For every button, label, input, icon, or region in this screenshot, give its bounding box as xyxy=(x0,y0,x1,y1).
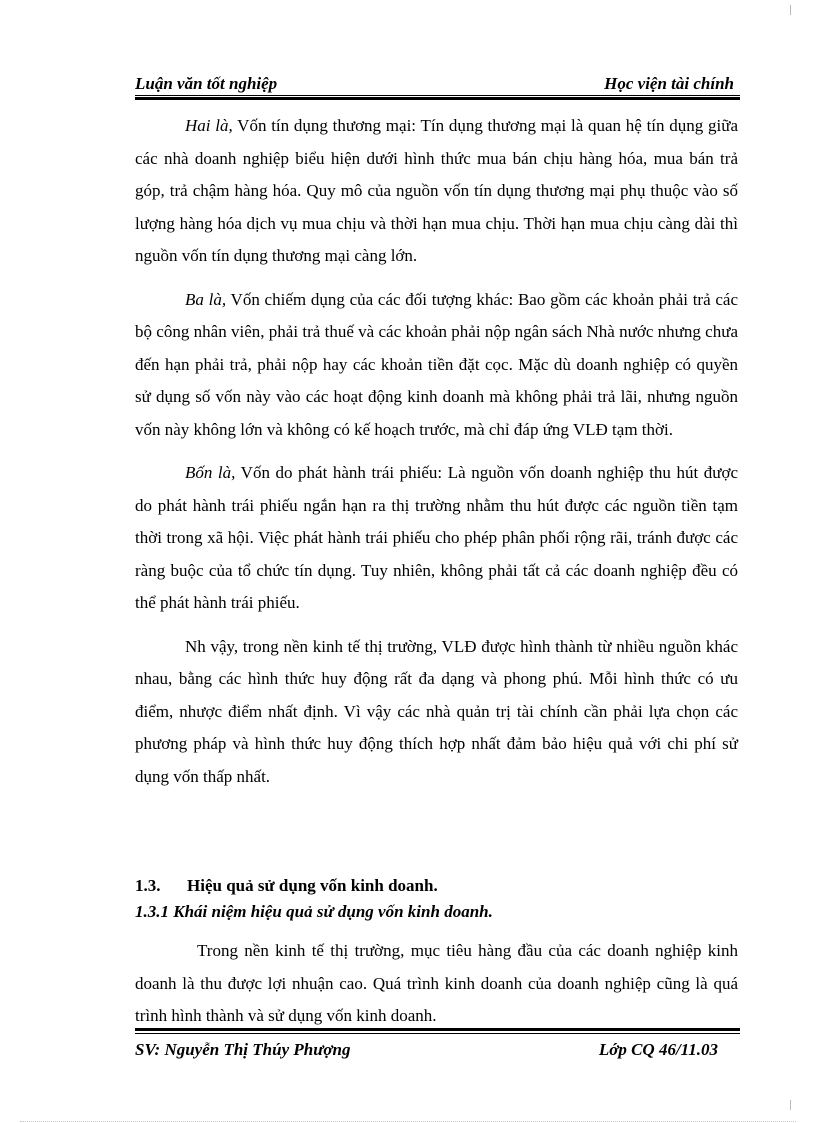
paragraph-text: Vốn tín dụng thương mại: Tín dụng thương mại là quan hệ tín dụng giữa các nhà doanh nghiệp biểu hiện dưới hình thức mua bán chịu hàng hóa, mua bán trả góp, trả chậm hàng hóa. Quy mô của nguồn vốn tín dụng thương mại phụ thuộc vào số lượng hàng hóa dịch vụ mua chịu và thời hạn mua chịu. Thời hạn mua chịu càng dài thì nguồn vốn tín dụng thương mại càng lớn. xyxy=(135,116,738,265)
footer-rule-thin xyxy=(135,1033,740,1034)
paragraph-text: Vốn do phát hành trái phiếu: Là nguồn vốn doanh nghiệp thu hút được do phát hành trái phiếu ngắn hạn ra thị trường nhằm thu hút được các nguồn tiền tạm thời trong xã hội. Việc phát hành trái phiếu cho phép phân phối rộng rãi, tránh được các ràng buộc của tổ chức tín dụng. Tuy nhiên, không phải tất cả các doanh nghiệp đều có thể phát hành trái phiếu. xyxy=(135,463,739,612)
crop-mark-top xyxy=(790,5,801,15)
main-body xyxy=(135,110,738,793)
footer-rule-thick xyxy=(135,1028,740,1031)
page-header xyxy=(135,74,740,96)
paragraph-closing: Trong nền kinh tế thị trường, mục tiêu hàng đầu của các doanh nghiệp kinh doanh là thu được lợi nhuận cao. Quá trình kinh doanh của doanh nghiệp cũng là quá trình hình thành và sử dụng vốn kinh doanh. xyxy=(135,941,738,1025)
paragraph-lead: Bốn là, xyxy=(185,463,236,482)
section-title: Hiệu quả sử dụng vốn kinh doanh. xyxy=(187,876,438,895)
subsection-heading: 1.3.1 Khái niệm hiệu quả sử dụng vốn kinh doanh. xyxy=(135,902,493,921)
paragraph-hai-la xyxy=(135,110,738,273)
paragraph-text: Vốn chiếm dụng của các đối tượng khác: Bao gồm các khoản phải trả các bộ công nhân viên, phải trả thuế và các khoản phải nộp ngân sách Nhà nước nhưng chưa đến hạn phải trả, phải nộp hay các khoản tiền đặt cọc. Mặc dù doanh nghiệp có quyền sử dụng số vốn này vào các hoạt động kinh doanh mà không phải trả lãi, nhưng nguồn vốn này không lớn và không có kế hoạch trước, mà chỉ đáp ứng VLĐ tạm thời. xyxy=(135,289,739,439)
footer-student-name: SV: Nguyễn Thị Thúy Phượng xyxy=(135,1040,351,1059)
header-rule-thin xyxy=(135,95,740,96)
page-footer xyxy=(135,1040,740,1062)
paragraph-lead: Ba là, xyxy=(185,289,227,309)
paragraph-bon-la xyxy=(135,457,738,620)
header-institution: Học viện tài chính xyxy=(604,74,734,93)
footer-class-code: Lớp CQ 46/11.03 xyxy=(598,1040,718,1059)
section-heading xyxy=(135,876,438,896)
header-rule-thick xyxy=(135,97,740,100)
paragraph-summary xyxy=(135,631,738,794)
crop-mark-bottom xyxy=(790,1100,801,1110)
page-edge-dotted-line xyxy=(20,1121,796,1122)
section-number: 1.3. xyxy=(135,876,161,895)
section-body xyxy=(135,935,738,1033)
paragraph-ba-la xyxy=(135,284,738,447)
paragraph-lead: Hai là, xyxy=(185,116,233,135)
header-thesis-label: Luận văn tốt nghiệp xyxy=(135,74,278,93)
paragraph-text: Nh vậy, trong nền kinh tế thị trường, VLĐ được hình thành từ nhiều nguồn khác nhau, bằng các hình thức huy động rất đa dạng và phong phú. Mỗi hình thức có ưu điểm, nhược điểm nhất định. Vì vậy các nhà quản trị tài chính cần phải lựa chọn các phương pháp và hình thức huy động thích hợp nhất đảm bảo hiệu quả với chi phí sử dụng vốn thấp nhất. xyxy=(135,636,738,786)
